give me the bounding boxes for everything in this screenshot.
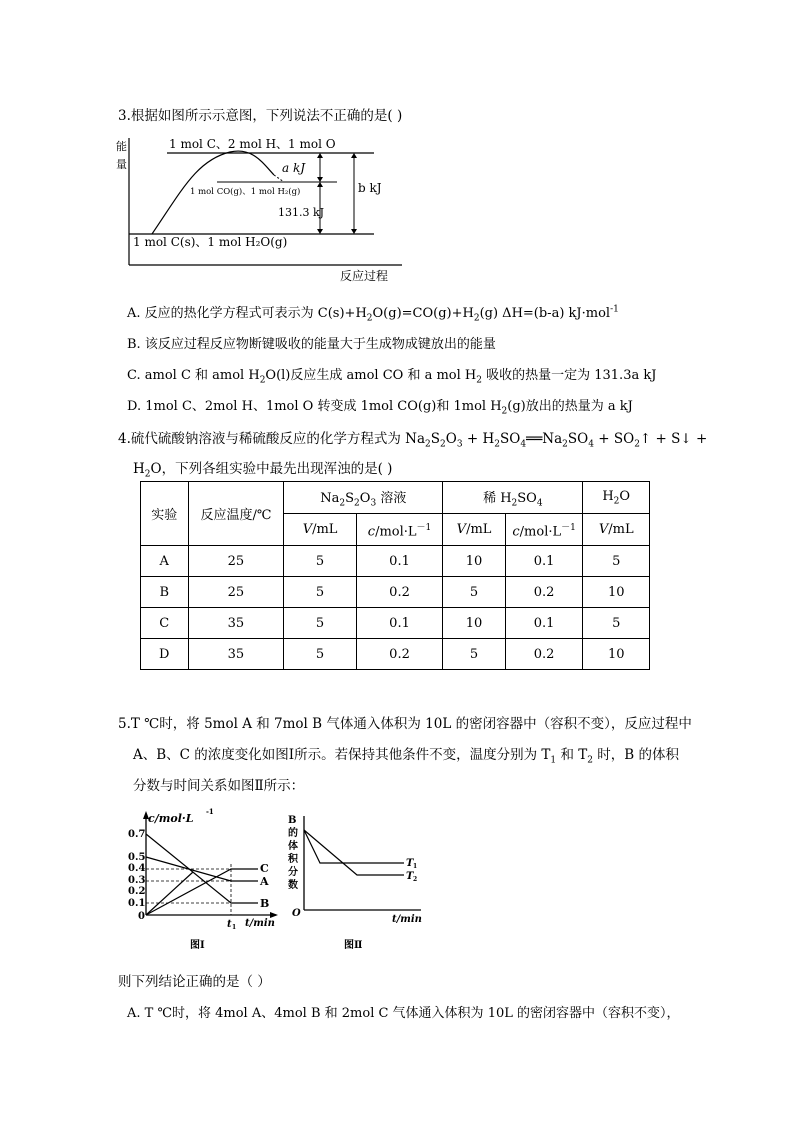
svg-text:积: 积 [288, 854, 298, 865]
concentration-figure [118, 806, 288, 956]
top-level-label: 1 mol C、2 mol H、1 mol O [169, 137, 336, 151]
svg-text:0.2: 0.2 [128, 886, 146, 897]
svg-text:t: t [227, 919, 232, 930]
q3-option-b: B. 该反应过程反应物断键吸收的能量大于生成物成键放出的能量 [127, 337, 496, 352]
table-row: B 25 5 0.2 5 0.2 10 [141, 577, 650, 608]
svg-text:体: 体 [288, 841, 298, 852]
svg-text:0.3: 0.3 [128, 875, 146, 886]
energy-diagram [112, 130, 412, 282]
svg-text:T: T [406, 858, 414, 869]
reaction-progress-label: 反应过程 [340, 269, 389, 282]
energy-axis-label-bottom: 量 [116, 158, 127, 171]
fig2-caption: 图Ⅱ [344, 940, 363, 951]
series-c-line [146, 869, 258, 915]
group-na2s2o3: $Na_2S_2O_3$ 溶液 [284, 482, 443, 514]
sub-v2: V/mL [443, 514, 506, 546]
series-t2-line [304, 830, 404, 875]
gap-kj-label: 131.3 kJ [278, 206, 325, 219]
q5-conclusion: 则下列结论正确的是（ ） [118, 974, 271, 990]
sub-c1: $c/mol\cdot L^{-1}$ [356, 514, 442, 546]
experiment-table [140, 481, 650, 670]
mid-level-label: 1 mol CO(g)、1 mol H₂(g) [190, 187, 301, 197]
volume-fraction-figure [284, 806, 434, 956]
fig1-xlabel: t/min [245, 918, 275, 929]
svg-text:B: B [288, 815, 297, 826]
svg-text:0: 0 [138, 911, 145, 922]
svg-text:0.5: 0.5 [128, 852, 146, 863]
q5-option-a: A. T ℃时，将 4mol A、4mol B 和 2mol C 气体通入体积为 10L 的密闭容器中（容积不变）， [127, 1006, 680, 1021]
svg-text:1: 1 [413, 863, 418, 870]
fig2-xlabel: t/min [392, 914, 422, 925]
col-experiment: 实验 [141, 482, 189, 546]
group-h2so4: 稀 $H_2SO_4$ [443, 482, 583, 514]
svg-text:O: O [292, 908, 301, 919]
q3-option-c: C. amol C 和 amol $H_2O(l)$反应生成 amol CO 和 a mol $H_2$ 吸收的热量一定为 131.3a kJ [127, 368, 657, 386]
fig1-ylabel: c/mol·L [148, 812, 194, 825]
label-c: C [260, 862, 269, 875]
svg-text:0.1: 0.1 [128, 898, 146, 909]
table-row: A 25 5 0.1 10 0.1 5 [141, 546, 650, 577]
col-temperature: 反应温度/℃ [188, 482, 284, 546]
bottom-level-label: 1 mol C(s)、1 mol H₂O(g) [133, 235, 288, 249]
svg-text:分: 分 [288, 867, 298, 878]
label-b: B [260, 897, 270, 910]
svg-text:的: 的 [288, 828, 298, 839]
fig1-caption: 图Ⅰ [190, 940, 205, 951]
sub-c2: $c/mol\cdot L^{-1}$ [505, 514, 583, 546]
q5-line1: 5.T ℃时，将 5mol A 和 7mol B 气体通入体积为 10L 的密闭容器中（容积不变），反应过程中 [118, 716, 692, 732]
q4-stem-line1: 4.硫代硫酸钠溶液与稀硫酸反应的化学方程式为 $Na_2S_2O_3$ + $H_2SO_4══Na_2SO_4$ + $SO_2↑$ + S↓ + [118, 431, 708, 450]
q3-stem: 3.根据如图所示示意图，下列说法不正确的是( ) [118, 108, 403, 124]
svg-text:0.7: 0.7 [128, 829, 146, 840]
svg-text:数: 数 [288, 880, 298, 891]
sub-v1: V/mL [284, 514, 356, 546]
q4-stem-line2: $H_2O$，下列各组实验中最先出现浑浊的是( ) [133, 461, 393, 480]
table-row: C 35 5 0.1 10 0.1 5 [141, 608, 650, 639]
q5-line2: A、B、C 的浓度变化如图Ⅰ所示。若保持其他条件不变，温度分别为 $T_1$ 和 $T_2$ 时，B 的体积 [133, 747, 679, 766]
svg-text:-1: -1 [206, 807, 214, 816]
energy-axis-label-top: 能 [116, 140, 127, 153]
svg-text:0.4: 0.4 [128, 863, 146, 874]
a-kj-label: a kJ [282, 161, 306, 175]
b-kj-label: b kJ [358, 181, 382, 195]
label-a: A [260, 875, 269, 888]
series-t1-line [304, 830, 404, 863]
svg-text:1: 1 [232, 924, 237, 931]
svg-text:2: 2 [413, 876, 418, 883]
q3-option-d: D. 1mol C、2mol H、1mol O 转变成 1mol CO(g)和 1mol $H_2(g)$放出的热量为 a kJ [127, 399, 633, 417]
svg-text:T: T [406, 871, 414, 882]
group-h2o: $H_2O$ [583, 482, 650, 514]
q3-option-a: A. 反应的热化学方程式可表示为 $C(s)+H_2O(g)=CO(g)+H_2(g)$ ΔH=(b-a) kJ·mol$^{-1}$ [127, 304, 619, 324]
sub-v3: V/mL [583, 514, 650, 546]
q5-line3: 分数与时间关系如图Ⅱ所示： [133, 778, 305, 794]
table-row: D 35 5 0.2 5 0.2 10 [141, 639, 650, 670]
